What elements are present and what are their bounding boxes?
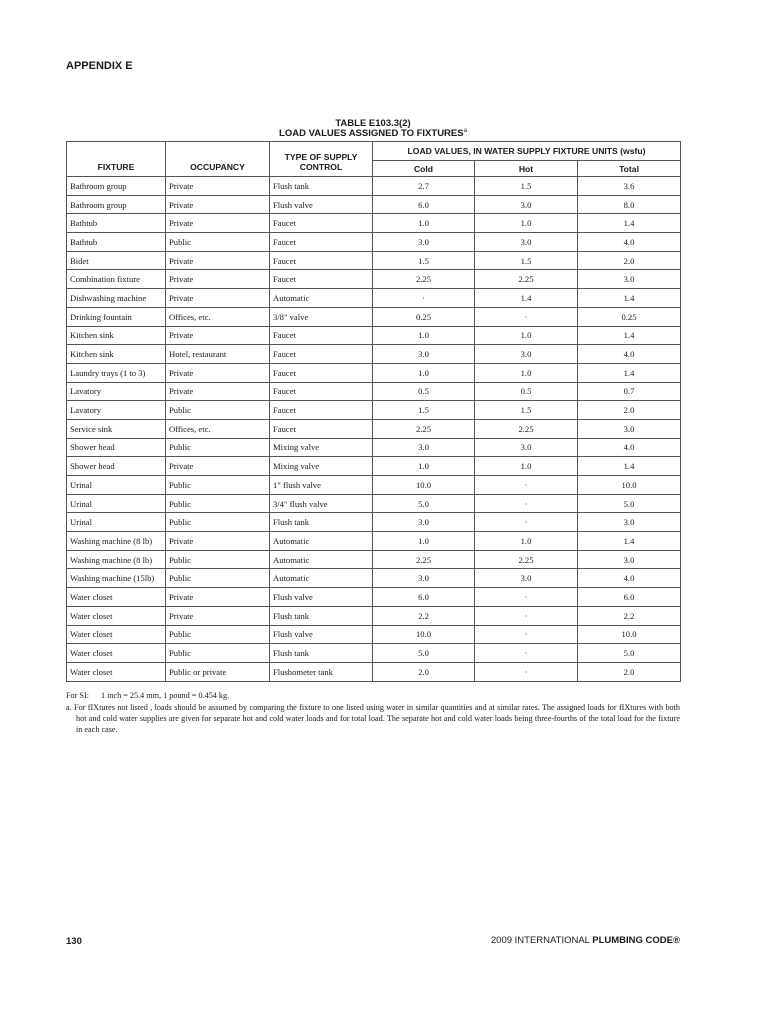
cell-occupancy: Offices, etc. [166, 419, 270, 438]
table-row [67, 270, 681, 289]
cell-fixture: Urinal [67, 513, 166, 532]
cell-cold: 3.0 [373, 513, 475, 532]
cell-control: Faucet [270, 363, 373, 382]
si-text: 1 inch = 25.4 mm, 1 pound = 0.454 kg. [100, 691, 230, 700]
table-row [67, 513, 681, 532]
cell-hot: · [475, 588, 578, 607]
cell-hot: · [475, 494, 578, 513]
cell-hot: 2.25 [475, 550, 578, 569]
header-load-values: LOAD VALUES, IN WATER SUPPLY FIXTURE UNITS (wsfu) [373, 142, 681, 161]
cell-hot: · [475, 644, 578, 663]
table-row [67, 532, 681, 551]
table-row [67, 625, 681, 644]
cell-fixture: Bathtub [67, 233, 166, 252]
cell-fixture: Water closet [67, 625, 166, 644]
cell-total: 5.0 [578, 494, 681, 513]
cell-cold: 2.25 [373, 270, 475, 289]
cell-cold: 3.0 [373, 438, 475, 457]
cell-total: 1.4 [578, 326, 681, 345]
header-occupancy: OCCUPANCY [166, 142, 270, 177]
cell-occupancy: Private [166, 363, 270, 382]
table-title-footnote-marker: a [463, 128, 467, 134]
cell-occupancy: Public [166, 438, 270, 457]
cell-fixture: Lavatory [67, 401, 166, 420]
cell-fixture: Water closet [67, 606, 166, 625]
cell-cold: 3.0 [373, 233, 475, 252]
cell-hot: 3.0 [475, 233, 578, 252]
cell-occupancy: Public [166, 476, 270, 495]
cell-total: 4.0 [578, 345, 681, 364]
cell-hot: · [475, 513, 578, 532]
cell-total: 2.2 [578, 606, 681, 625]
table-title [66, 128, 680, 139]
header-cold: Cold [373, 161, 475, 177]
si-label: For SI: [66, 691, 89, 700]
cell-fixture: Urinal [67, 494, 166, 513]
cell-total: 3.6 [578, 177, 681, 196]
cell-occupancy: Private [166, 270, 270, 289]
table-row [67, 307, 681, 326]
table-row [67, 588, 681, 607]
cell-fixture: Bidet [67, 251, 166, 270]
cell-control: Flush valve [270, 588, 373, 607]
cell-hot: 1.0 [475, 326, 578, 345]
cell-total: 6.0 [578, 588, 681, 607]
cell-hot: 1.5 [475, 251, 578, 270]
cell-fixture: Kitchen sink [67, 345, 166, 364]
cell-control: Faucet [270, 326, 373, 345]
table-title-text: LOAD VALUES ASSIGNED TO FIXTURES [279, 128, 464, 140]
cell-fixture: Washing machine (8 lb) [67, 532, 166, 551]
cell-fixture: Washing machine (15lb) [67, 569, 166, 588]
cell-control: Faucet [270, 233, 373, 252]
cell-total: 1.4 [578, 457, 681, 476]
cell-occupancy: Private [166, 251, 270, 270]
table-row [67, 233, 681, 252]
cell-control: 3/8" valve [270, 307, 373, 326]
cell-cold: 2.2 [373, 606, 475, 625]
cell-total: 2.0 [578, 401, 681, 420]
cell-hot: 1.5 [475, 401, 578, 420]
cell-total: 4.0 [578, 233, 681, 252]
table-row [67, 644, 681, 663]
si-conversion-note [66, 690, 680, 701]
table-row [67, 345, 681, 364]
cell-fixture: Service sink [67, 419, 166, 438]
cell-total: 3.0 [578, 270, 681, 289]
cell-cold: 5.0 [373, 494, 475, 513]
cell-cold: 1.5 [373, 251, 475, 270]
cell-hot: · [475, 307, 578, 326]
cell-occupancy: Public [166, 513, 270, 532]
cell-control: Automatic [270, 550, 373, 569]
cell-hot: 2.25 [475, 419, 578, 438]
cell-fixture: Laundry trays (1 to 3) [67, 363, 166, 382]
table-row [67, 476, 681, 495]
table-row [67, 326, 681, 345]
cell-occupancy: Public [166, 401, 270, 420]
cell-hot: 0.5 [475, 382, 578, 401]
cell-cold: 2.25 [373, 550, 475, 569]
cell-cold: 1.0 [373, 214, 475, 233]
cell-cold: 3.0 [373, 345, 475, 364]
cell-control: Faucet [270, 270, 373, 289]
table-body [67, 177, 681, 682]
cell-occupancy: Private [166, 532, 270, 551]
cell-cold: 1.0 [373, 326, 475, 345]
cell-fixture: Shower head [67, 438, 166, 457]
cell-fixture: Bathtub [67, 214, 166, 233]
cell-total: 2.0 [578, 662, 681, 681]
table-row [67, 662, 681, 681]
table-row [67, 569, 681, 588]
cell-total: 0.25 [578, 307, 681, 326]
cell-occupancy: Private [166, 382, 270, 401]
cell-cold: 6.0 [373, 195, 475, 214]
footer-edition: 2009 INTERNATIONAL [490, 935, 590, 946]
table-row [67, 457, 681, 476]
cell-fixture: Kitchen sink [67, 326, 166, 345]
cell-cold: 2.7 [373, 177, 475, 196]
table-row [67, 363, 681, 382]
cell-occupancy: Public [166, 569, 270, 588]
cell-total: 8.0 [578, 195, 681, 214]
cell-control: Faucet [270, 214, 373, 233]
table-row [67, 214, 681, 233]
cell-hot: 1.5 [475, 177, 578, 196]
cell-fixture: Bathroom group [67, 177, 166, 196]
cell-control: Faucet [270, 251, 373, 270]
cell-control: Flush valve [270, 195, 373, 214]
cell-control: Flush tank [270, 177, 373, 196]
cell-cold: 3.0 [373, 569, 475, 588]
cell-total: 3.0 [578, 419, 681, 438]
table-row [67, 419, 681, 438]
cell-control: Flush tank [270, 513, 373, 532]
cell-total: 4.0 [578, 438, 681, 457]
cell-control: 3/4" flush valve [270, 494, 373, 513]
cell-occupancy: Hotel, restaurant [166, 345, 270, 364]
cell-cold: 2.0 [373, 662, 475, 681]
table-row [67, 382, 681, 401]
table-row [67, 195, 681, 214]
cell-total: 0.7 [578, 382, 681, 401]
cell-fixture: Drinking fountain [67, 307, 166, 326]
cell-cold: 1.5 [373, 401, 475, 420]
cell-cold: 0.25 [373, 307, 475, 326]
cell-control: Automatic [270, 289, 373, 308]
cell-total: 5.0 [578, 644, 681, 663]
cell-fixture: Lavatory [67, 382, 166, 401]
cell-hot: 3.0 [475, 569, 578, 588]
cell-control: Mixing valve [270, 438, 373, 457]
cell-fixture: Urinal [67, 476, 166, 495]
cell-total: 2.0 [578, 251, 681, 270]
cell-fixture: Dishwashing machine [67, 289, 166, 308]
cell-hot: 3.0 [475, 195, 578, 214]
header-fixture: FIXTURE [67, 142, 166, 177]
cell-occupancy: Public [166, 233, 270, 252]
cell-cold: 10.0 [373, 476, 475, 495]
cell-occupancy: Public [166, 550, 270, 569]
table-row [67, 177, 681, 196]
cell-fixture: Water closet [67, 644, 166, 663]
load-values-table [66, 141, 681, 682]
cell-occupancy: Public [166, 494, 270, 513]
page-number: 130 [66, 936, 82, 947]
cell-total: 1.4 [578, 532, 681, 551]
header-supply-control: TYPE OF SUPPLY CONTROL [270, 142, 373, 177]
cell-cold: 5.0 [373, 644, 475, 663]
table-row [67, 550, 681, 569]
cell-fixture: Bathroom group [67, 195, 166, 214]
cell-occupancy: Public [166, 625, 270, 644]
cell-hot: · [475, 662, 578, 681]
cell-hot: 1.4 [475, 289, 578, 308]
cell-control: Flush tank [270, 644, 373, 663]
cell-cold: 10.0 [373, 625, 475, 644]
cell-control: Flush tank [270, 606, 373, 625]
cell-fixture: Combination fixture [67, 270, 166, 289]
cell-fixture: Shower head [67, 457, 166, 476]
footer-code-name: PLUMBING CODE® [592, 935, 680, 946]
cell-fixture: Washing machine (8 lb) [67, 550, 166, 569]
cell-total: 3.0 [578, 550, 681, 569]
cell-hot: 1.0 [475, 214, 578, 233]
footnote-a: a. For fIXtures not listed , loads should be assumed by comparing the fixture to one listed using water in similar quantities and at similar rates. The assigned loads for fIXtures with both hot and cold water supplies are given for separate hot and cold water loads and for total load. The separate hot and cold water loads being three-fourths of the total load for the fixture in each case. [66, 703, 680, 734]
table-row [67, 401, 681, 420]
cell-cold: 1.0 [373, 532, 475, 551]
cell-total: 3.0 [578, 513, 681, 532]
cell-hot: 2.25 [475, 270, 578, 289]
cell-fixture: Water closet [67, 662, 166, 681]
cell-hot: 3.0 [475, 438, 578, 457]
cell-control: Faucet [270, 401, 373, 420]
footer-code-title [491, 935, 680, 946]
cell-control: Faucet [270, 382, 373, 401]
cell-occupancy: Private [166, 195, 270, 214]
table-row [67, 606, 681, 625]
cell-hot: 1.0 [475, 532, 578, 551]
cell-occupancy: Public or private [166, 662, 270, 681]
table-row [67, 289, 681, 308]
cell-occupancy: Offices, etc. [166, 307, 270, 326]
header-hot: Hot [475, 161, 578, 177]
cell-hot: · [475, 476, 578, 495]
cell-cold: 1.0 [373, 363, 475, 382]
cell-hot: · [475, 606, 578, 625]
table-notes [66, 690, 680, 735]
cell-cold: 0.5 [373, 382, 475, 401]
cell-control: Flush valve [270, 625, 373, 644]
cell-total: 4.0 [578, 569, 681, 588]
cell-occupancy: Private [166, 588, 270, 607]
cell-occupancy: Private [166, 289, 270, 308]
cell-occupancy: Private [166, 457, 270, 476]
cell-hot: · [475, 625, 578, 644]
cell-control: Faucet [270, 419, 373, 438]
cell-total: 10.0 [578, 625, 681, 644]
cell-cold: 1.0 [373, 457, 475, 476]
cell-occupancy: Private [166, 177, 270, 196]
cell-hot: 3.0 [475, 345, 578, 364]
cell-hot: 1.0 [475, 457, 578, 476]
cell-total: 1.4 [578, 289, 681, 308]
cell-hot: 1.0 [475, 363, 578, 382]
cell-control: Faucet [270, 345, 373, 364]
appendix-label: APPENDIX E [66, 60, 133, 72]
cell-cold: 6.0 [373, 588, 475, 607]
cell-control: Automatic [270, 532, 373, 551]
cell-control: 1" flush valve [270, 476, 373, 495]
cell-control: Mixing valve [270, 457, 373, 476]
cell-control: Automatic [270, 569, 373, 588]
table-row [67, 251, 681, 270]
table-row [67, 494, 681, 513]
cell-total: 1.4 [578, 363, 681, 382]
cell-total: 1.4 [578, 214, 681, 233]
cell-fixture: Water closet [67, 588, 166, 607]
cell-occupancy: Public [166, 644, 270, 663]
table-number: TABLE E103.3(2) [335, 118, 411, 129]
header-total: Total [578, 161, 681, 177]
cell-total: 10.0 [578, 476, 681, 495]
table-row [67, 438, 681, 457]
cell-control: Flushometer tank [270, 662, 373, 681]
cell-occupancy: Private [166, 214, 270, 233]
cell-occupancy: Private [166, 326, 270, 345]
cell-cold: · [373, 289, 475, 308]
cell-cold: 2.25 [373, 419, 475, 438]
cell-occupancy: Private [166, 606, 270, 625]
